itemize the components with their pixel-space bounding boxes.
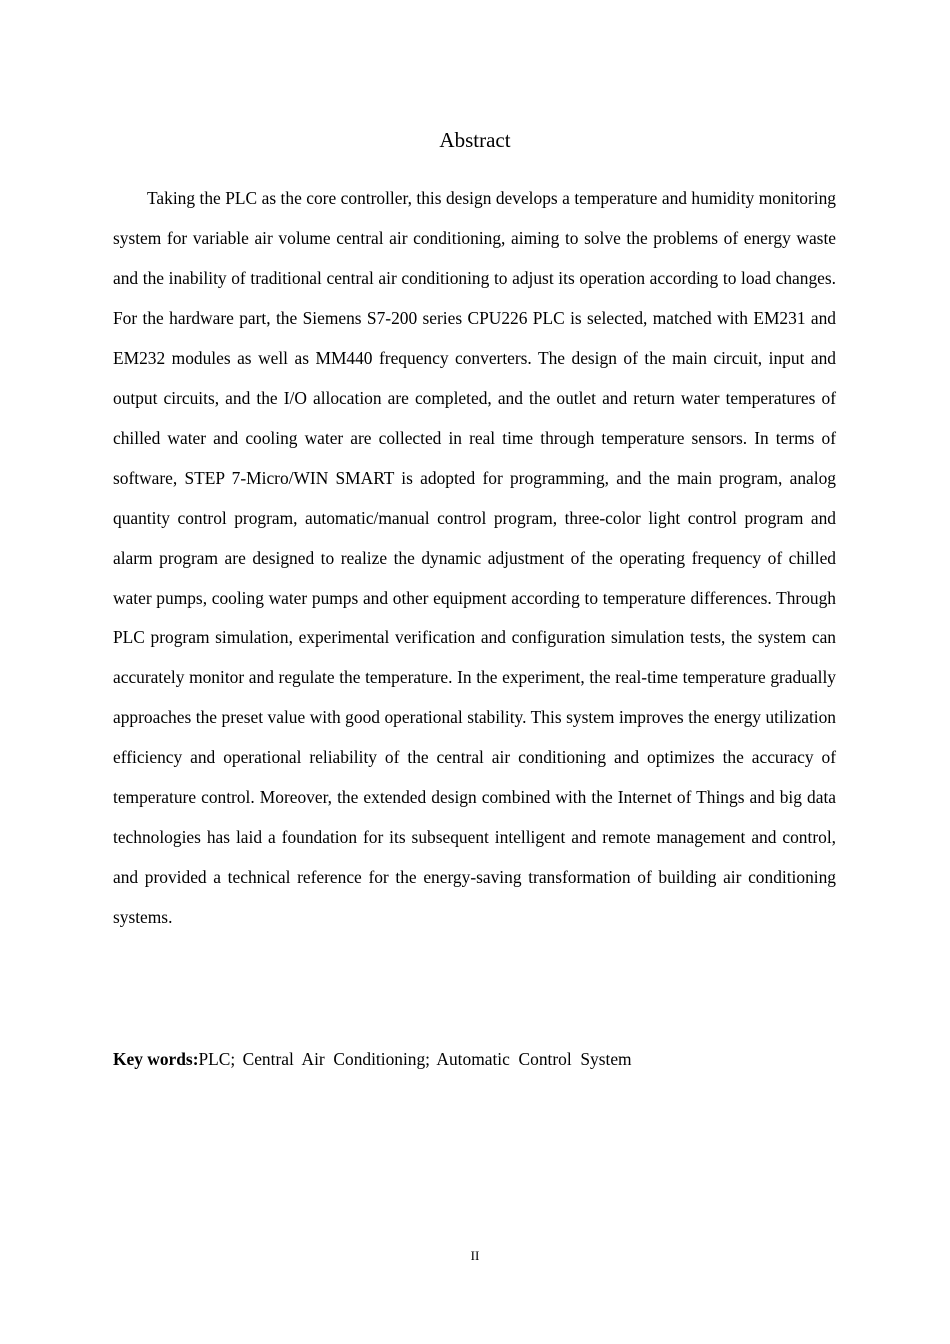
abstract-title: Abstract <box>439 128 511 152</box>
keywords-line <box>113 1044 836 1074</box>
page-number: II <box>470 1248 480 1263</box>
keyword-item: PLC; <box>198 1049 236 1069</box>
keyword-item: Automatic Control System <box>436 1049 632 1069</box>
keywords-label: Key words: <box>113 1049 199 1069</box>
abstract-body: Taking the PLC as the core controller, this design develops a temperature and humidity monitoring system for variable air volume central air conditioning, aiming to solve the problems of energy waste and the inability of traditional central air conditioning to adjust its operation according to load changes. For the hardware part, the Siemens S7-200 series CPU226 PLC is selected, matched with EM231 and EM232 modules as well as MM440 frequency converters. The design of the main circuit, input and output circuits, and the I/O allocation are completed, and the outlet and return water temperatures of chilled water and cooling water are collected in real time through temperature sensors. In terms of software, STEP 7-Micro/WIN SMART is adopted for programming, and the main program, analog quantity control program, automatic/manual control program, three-color light control program and alarm program are designed to realize the dynamic adjustment of the operating frequency of chilled water pumps, cooling water pumps and other equipment according to temperature differences. Through PLC program simulation, experimental verification and configuration simulation tests, the system can accurately monitor and regulate the temperature. In the experiment, the real-time temperature gradually approaches the preset value with good operational stability. This system improves the energy utilization efficiency and operational reliability of the central air conditioning and optimizes the accuracy of temperature control. Moreover, the extended design combined with the Internet of Things and big data technologies has laid a foundation for its subsequent intelligent and remote management and control, and provided a technical reference for the energy-saving transformation of building air conditioning systems. <box>113 188 836 928</box>
keyword-item: Central Air Conditioning; <box>242 1049 431 1069</box>
